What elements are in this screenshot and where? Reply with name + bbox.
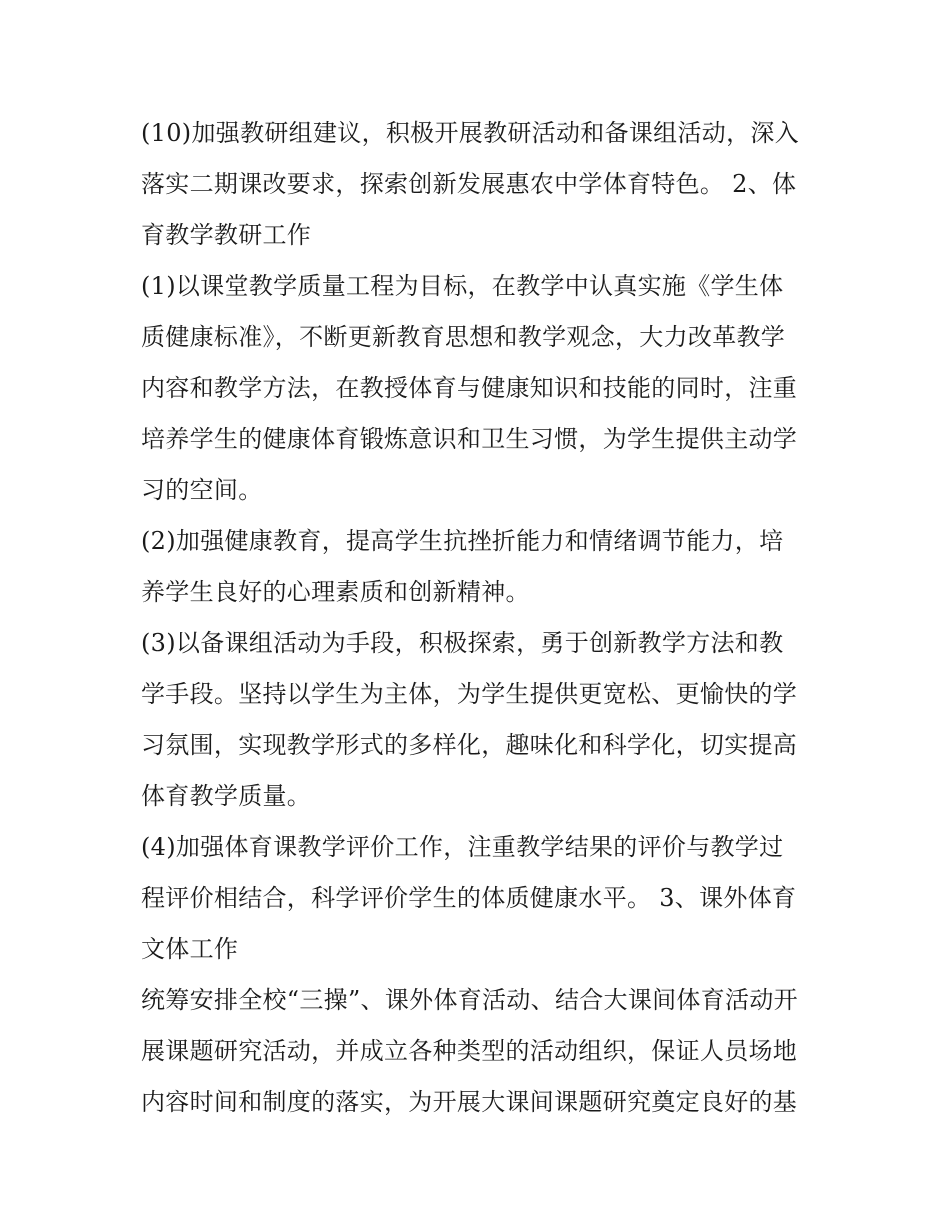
text-line: (4)加强体育课教学评价工作，注重教学结果的评价与教学过 (141, 833, 784, 861)
text-line: 学手段。坚持以学生为主体，为学生提供更宽松、更愉快的学 (141, 680, 798, 708)
text-line: 习的空间。 (141, 476, 263, 504)
text-line: 育教学教研工作 (141, 221, 312, 249)
text-line: 习氛围，实现教学形式的多样化，趣味化和科学化，切实提高 (141, 731, 798, 759)
text-line: (3)以备课组活动为手段，积极探索，勇于创新教学方法和教 (141, 629, 784, 657)
text-line: 落实二期课改要求，探索创新发展惠农中学体育特色。 2、体 (141, 170, 797, 198)
text-line: 体育教学质量。 (141, 782, 312, 810)
text-line: 养学生良好的心理素质和创新精神。 (141, 578, 530, 606)
text-line: 质健康标准》，不断更新教育思想和教学观念，大力改革教学 (141, 323, 786, 351)
text-line: (10)加强教研组建议，积极开展教研活动和备课组活动，深入 (141, 119, 799, 147)
text-line: (1)以课堂教学质量工程为目标，在教学中认真实施《学生体 (141, 272, 784, 300)
body-text (141, 108, 821, 1128)
text-line: 展课题研究活动，并成立各种类型的活动组织，保证人员场地 (141, 1037, 798, 1065)
text-line: 内容时间和制度的落实，为开展大课间课题研究奠定良好的基 (141, 1088, 798, 1116)
text-line: 统筹安排全校“三操”、课外体育活动、结合大课间体育活动开 (141, 986, 798, 1014)
text-line: 程评价相结合，科学评价学生的体质健康水平。 3、课外体育 (141, 884, 797, 912)
text-line: (2)加强健康教育，提高学生抗挫折能力和情绪调节能力，培 (141, 527, 784, 555)
text-line: 内容和教学方法，在教授体育与健康知识和技能的同时，注重 (141, 374, 798, 402)
text-line: 文体工作 (141, 935, 239, 963)
text-line: 培养学生的健康体育锻炼意识和卫生习惯，为学生提供主动学 (141, 425, 798, 453)
